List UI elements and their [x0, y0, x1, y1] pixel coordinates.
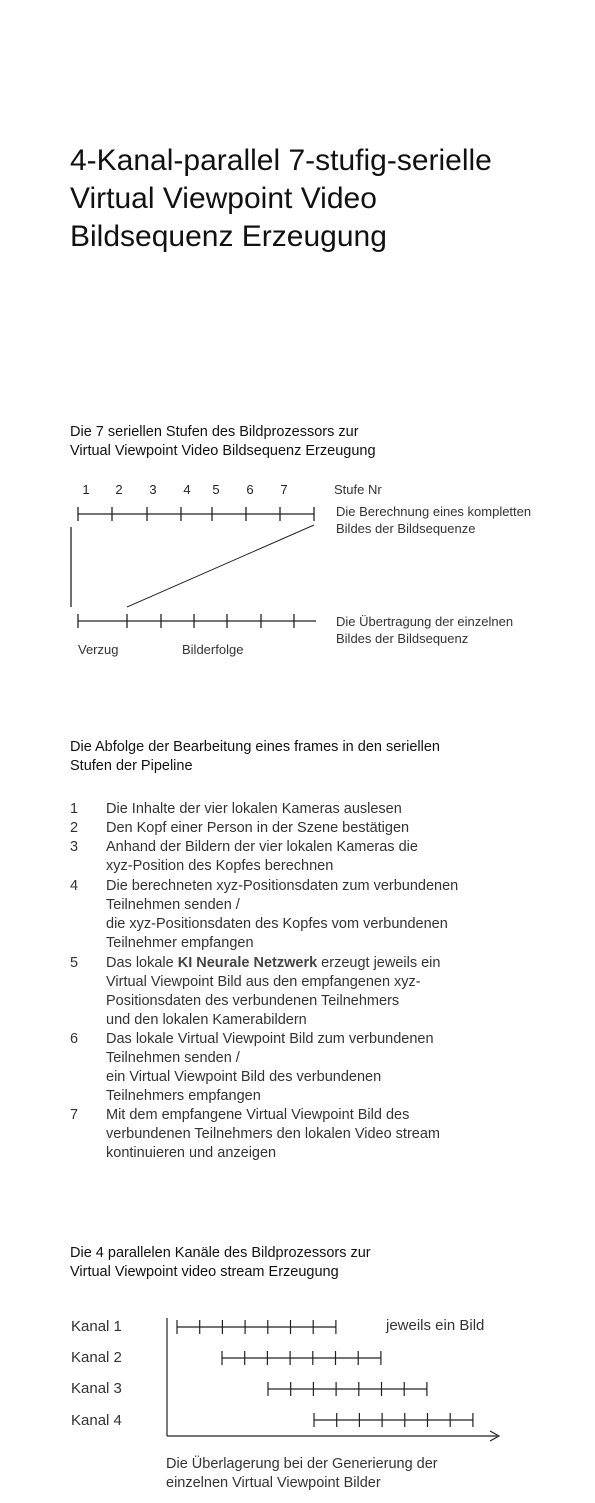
step-text: [106, 838, 566, 876]
verzug-label: Verzug: [78, 642, 119, 657]
page-title-line-1: 4-Kanal-parallel 7-stufig-serielle: [70, 144, 492, 177]
step-text-line: Die berechneten xyz-Positionsdaten zum verbundenen: [106, 878, 459, 894]
jeweils-label: jeweils ein Bild: [386, 1317, 485, 1334]
stage-number-6: 6: [246, 482, 254, 497]
step-text-line: Den Kopf einer Person in der Szene bestätigen: [106, 820, 410, 836]
step-number: 4: [70, 878, 79, 894]
caption-line-2: einzelnen Virtual Viewpoint Bilder: [166, 1475, 381, 1491]
channel-label-4: Kanal 4: [71, 1412, 122, 1429]
step-text-line: xyz-Position des Kopfes berechnen: [106, 858, 334, 874]
ki-neurale-netzwerk-keyword: KI Neurale Netzwerk: [177, 955, 318, 971]
step-text: [106, 954, 566, 1030]
section3-heading-line-1: Die 4 parallelen Kanäle des Bildprozessors zur: [70, 1245, 371, 1261]
step-text-line: Teilnehmer empfangen: [106, 935, 254, 951]
step-text-line: und den lokalen Kamerabildern: [106, 1012, 307, 1028]
step-text-line: die xyz-Positionsdaten des Kopfes vom verbundenen: [106, 916, 448, 932]
stage-number-3: 3: [149, 482, 157, 497]
step-text-line: Anhand der Bildern der vier lokalen Kameras die: [106, 839, 418, 855]
channel-label-1: Kanal 1: [71, 1318, 122, 1335]
section1-heading-line-2: Virtual Viewpoint Video Bildsequenz Erzeugung: [70, 443, 376, 459]
step-number: 7: [70, 1107, 79, 1123]
section1-heading-line-1: Die 7 seriellen Stufen des Bildprozessors zur: [70, 424, 359, 440]
section2-heading-line-2: Stufen der Pipeline: [70, 758, 193, 774]
step-text-line: Mit dem empfangene Virtual Viewpoint Bild des: [106, 1107, 410, 1123]
step-text-line: Das lokale Virtual Viewpoint Bild zum verbundenen: [106, 1031, 434, 1047]
section2-heading-line-1: Die Abfolge der Bearbeitung eines frames in den seriellen: [70, 739, 440, 755]
step-text-line: verbundenen Teilnehmers den lokalen Video stream: [106, 1126, 440, 1142]
step-text-line: Virtual Viewpoint Bild aus den empfangenen xyz-: [106, 974, 421, 990]
stage-number-7: 7: [280, 482, 288, 497]
step-text: [106, 1030, 566, 1106]
transfer-label-line-2: Bildes der Bildsequenz: [336, 631, 469, 646]
calc-label-line-1: Die Berechnung eines kompletten: [336, 504, 532, 519]
step-text-line: kontinuieren und anzeigen: [106, 1145, 277, 1161]
step-text-line: [106, 954, 566, 973]
channel-bar-4: [314, 1413, 473, 1427]
step-text-line: Positionsdaten des verbundenen Teilnehmers: [106, 993, 400, 1009]
step-text: [106, 1106, 566, 1163]
stage-number-4: 4: [183, 482, 191, 497]
step-text-line: Die Inhalte der vier lokalen Kameras auslesen: [106, 801, 402, 817]
channel-bar-3: [268, 1382, 427, 1396]
step-text-post: erzeugt jeweils ein: [317, 955, 441, 971]
step-text-pre: Das lokale: [106, 955, 178, 971]
step-number: 1: [70, 801, 79, 817]
bilderfolge-label: Bilderfolge: [182, 642, 244, 657]
delay-diagonal-line: [127, 525, 314, 607]
section3-heading-line-2: Virtual Viewpoint video stream Erzeugung: [70, 1264, 339, 1280]
stufe-label: Stufe Nr: [334, 482, 382, 497]
channel-bar-2: [222, 1351, 381, 1365]
channel-label-2: Kanal 2: [71, 1349, 122, 1366]
transfer-label-line-1: Die Übertragung der einzelnen: [336, 614, 514, 629]
stage-number-1: 1: [82, 482, 90, 497]
channel-bar-1: [177, 1320, 336, 1334]
channel-label-3: Kanal 3: [71, 1380, 122, 1397]
step-text-line: Teilnehmen senden /: [106, 1050, 240, 1066]
step-text-line: Teilnehmen senden /: [106, 897, 240, 913]
step-text: [106, 819, 566, 838]
step-text-line: Teilnehmers empfangen: [106, 1088, 261, 1104]
stage-number-2: 2: [115, 482, 123, 497]
page-title-line-3: Bildsequenz Erzeugung: [70, 220, 387, 253]
step-text: [106, 800, 566, 819]
calc-label-line-2: Bildes der Bildsequenze: [336, 521, 476, 536]
page-title-line-2: Virtual Viewpoint Video: [70, 182, 377, 215]
caption-line-1: Die Überlagerung bei der Generierung der: [166, 1456, 438, 1472]
step-number: 3: [70, 839, 79, 855]
step-text-line: ein Virtual Viewpoint Bild des verbundenen: [106, 1069, 382, 1085]
step-number: 2: [70, 820, 79, 836]
step-number: 6: [70, 1031, 79, 1047]
step-number: 5: [70, 955, 79, 971]
stage-number-5: 5: [212, 482, 220, 497]
step-text: [106, 877, 566, 953]
